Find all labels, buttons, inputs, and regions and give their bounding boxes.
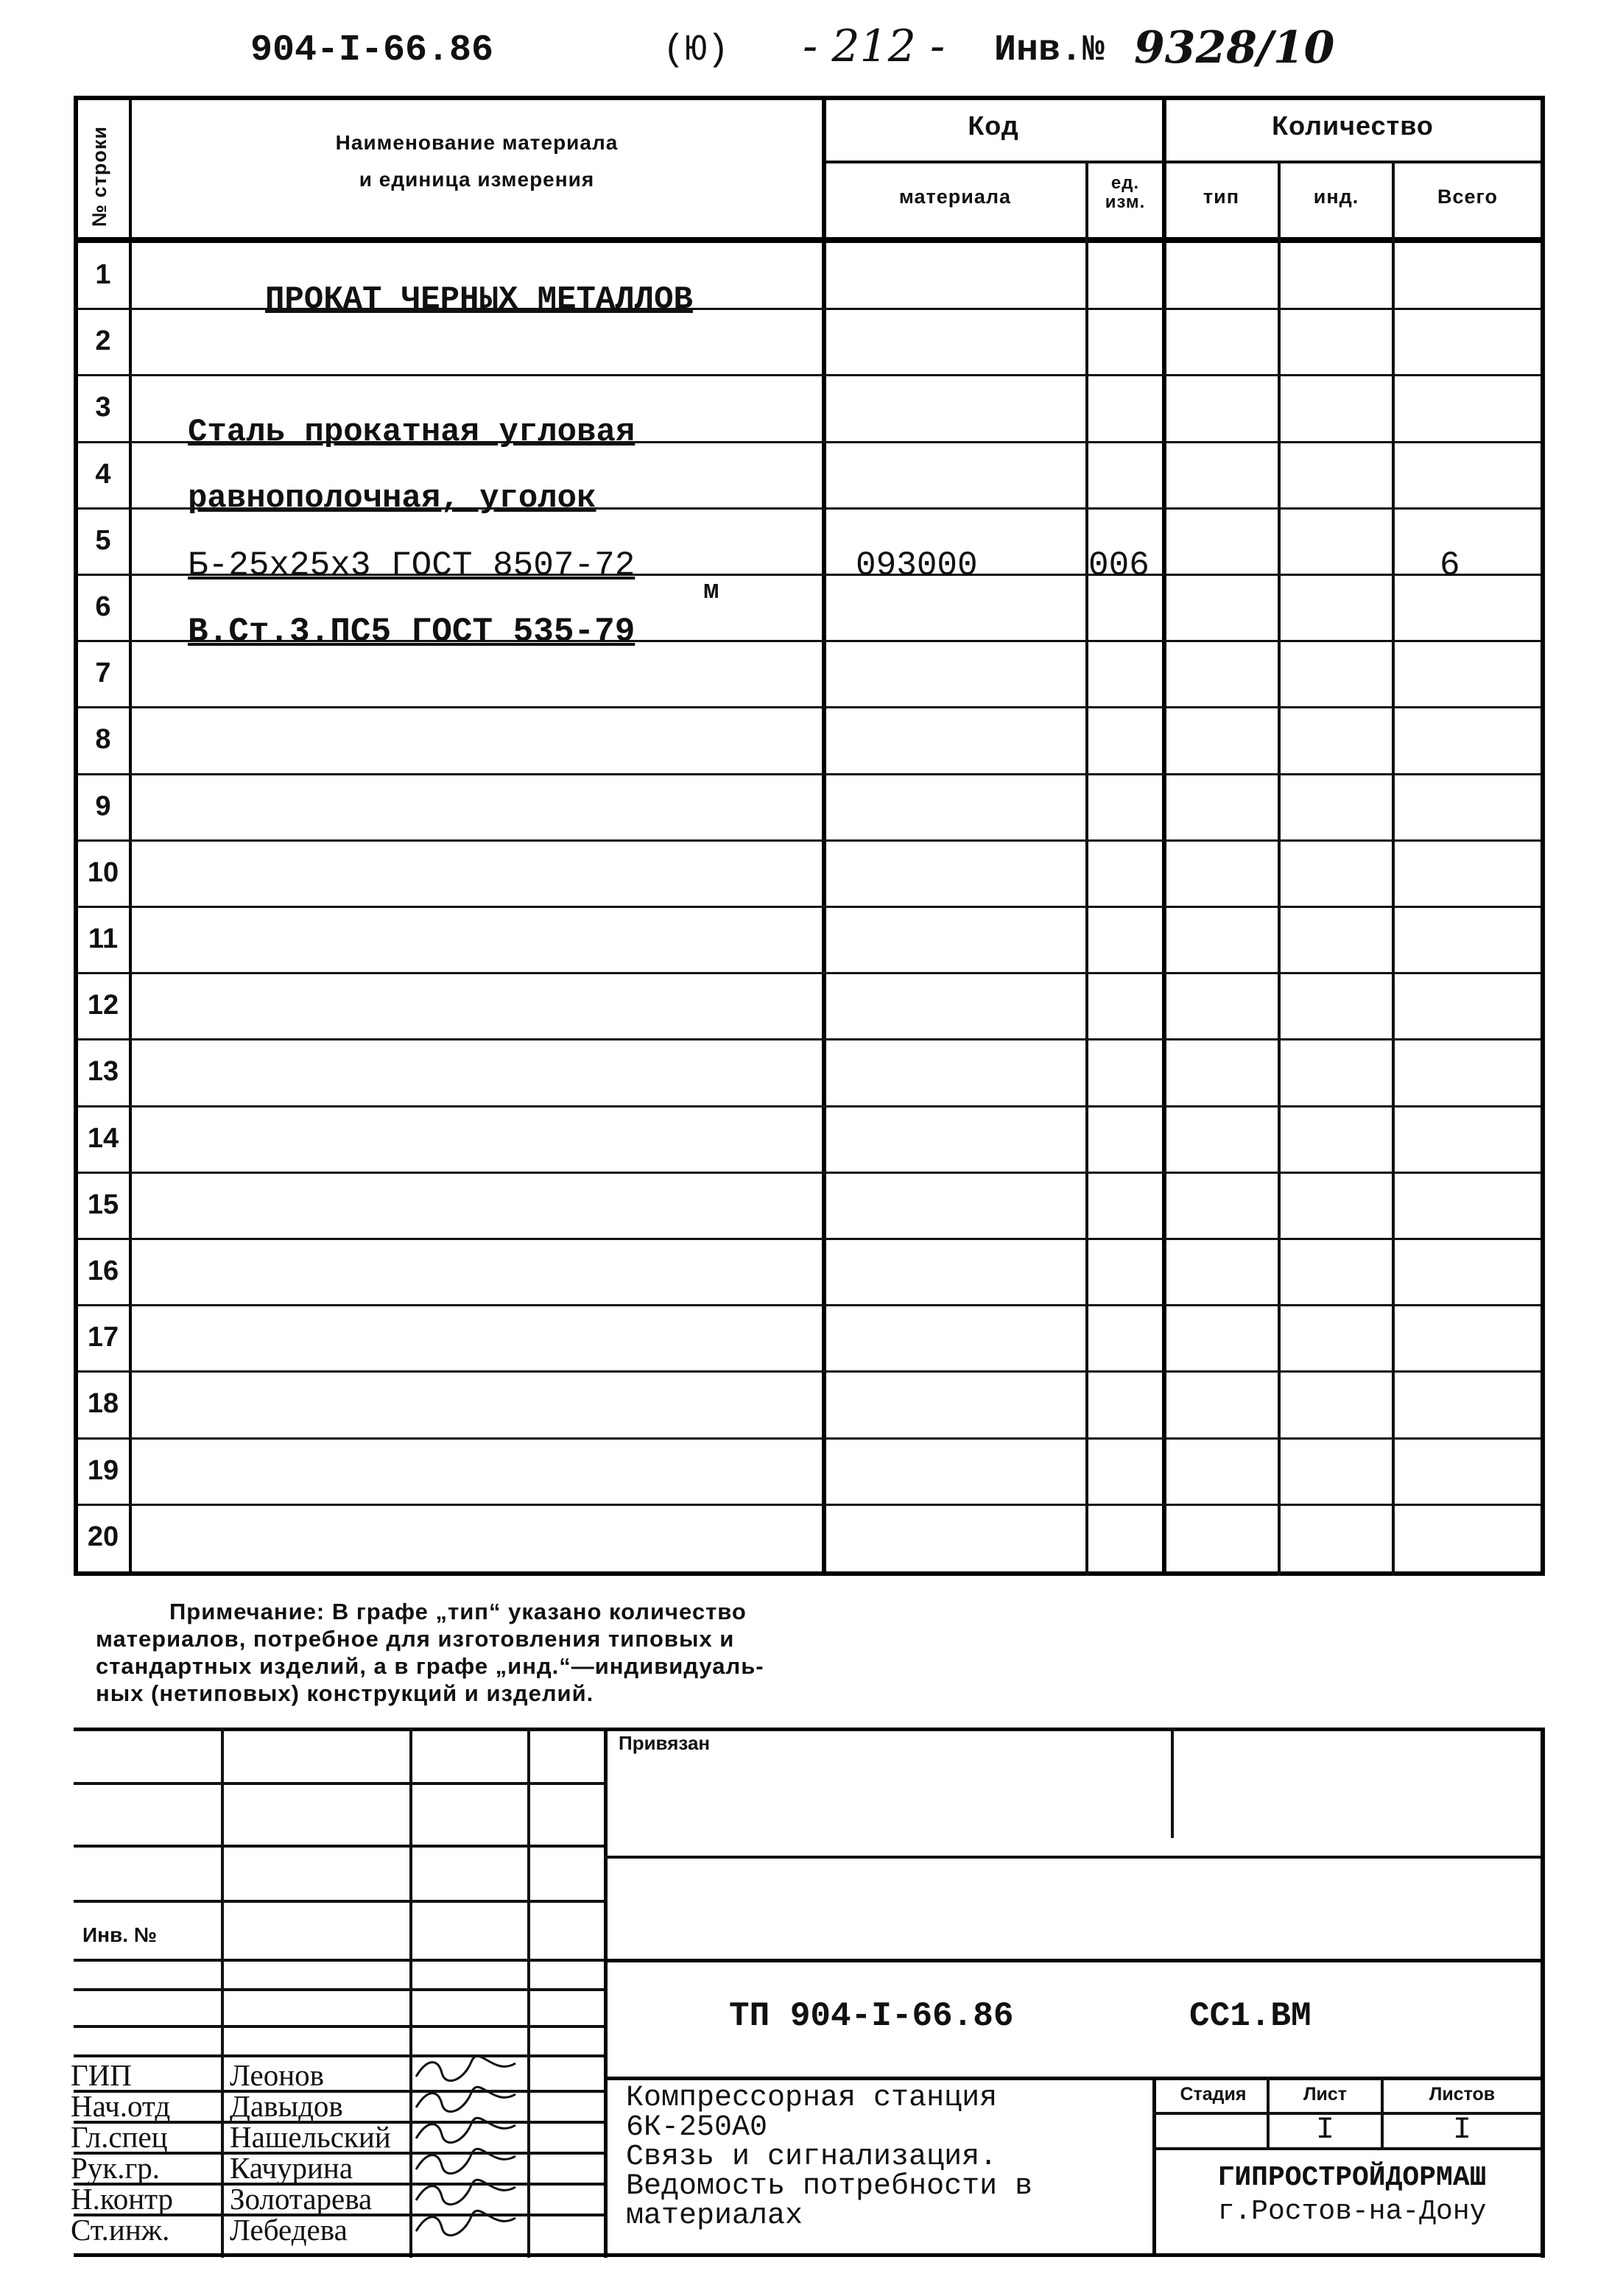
row-number: 8 (95, 724, 111, 755)
signature-scribble (412, 2147, 523, 2177)
sheets-label: Листов (1429, 2084, 1496, 2105)
signature-scribble (412, 2116, 523, 2146)
row-number: 19 (87, 1455, 119, 1486)
row-number: 11 (88, 923, 119, 954)
column-code-unit-header: ед. изм. (1105, 173, 1146, 212)
document-code: ТП 904-I-66.86 (729, 1997, 1014, 2035)
row-3-name: Сталь прокатная угловая (188, 414, 635, 451)
row-divider (78, 1038, 1541, 1040)
signature-role: Гл.спец (71, 2120, 168, 2154)
signature-role: ГИП (71, 2058, 132, 2092)
row-number: 16 (87, 1256, 119, 1286)
sheet-value: I (1315, 2112, 1335, 2147)
inventory-number: 9328/10 (1134, 22, 1335, 74)
sheet-label: Лист (1303, 2084, 1348, 2105)
row-divider (78, 839, 1541, 842)
signature-scribble (412, 2178, 523, 2208)
row-divider (78, 1370, 1541, 1373)
row-number: 5 (95, 525, 111, 556)
signature-role: Рук.гр. (71, 2151, 161, 2185)
sheet-code: СС1.ВМ (1189, 1997, 1312, 2035)
row-number: 7 (95, 658, 111, 689)
signature-name: Качурина (230, 2151, 353, 2185)
row-number: 17 (87, 1322, 119, 1353)
row-divider (78, 1105, 1541, 1107)
row-divider (78, 906, 1541, 908)
row-divider (78, 1238, 1541, 1240)
document-title: Компрессорная станция 6К-250А0 Связь и сигнализация. Ведомость потребности в материалах (626, 2082, 1033, 2233)
signature-name: Давыдов (230, 2089, 343, 2123)
row-4-name: равнополочная, уголок (188, 480, 596, 517)
signature-name: Леонов (230, 2058, 325, 2092)
page-number: - 212 - (803, 21, 946, 72)
row-divider (78, 1304, 1541, 1306)
row-divider (78, 1504, 1541, 1506)
signature-role: Н.контр (71, 2182, 174, 2216)
signature-name: Золотарева (230, 2182, 373, 2216)
row-1-name: ПРОКАТ ЧЕРНЫХ МЕТАЛЛОВ (265, 281, 693, 318)
row-6-name: В.Ст.3.ПС5 ГОСТ 535-79 (188, 613, 635, 651)
row-number: 14 (87, 1123, 119, 1154)
row-number: 2 (95, 325, 111, 356)
footnote: Примечание: В графе „тип“ указано количество материалов, потребное для изготовления типовых и стандартных изделий, а в графе „инд.“—индивидуаль- ных (нетиповых) конструкций и изделий. (96, 1599, 764, 1706)
signature-scribble (412, 2085, 523, 2115)
signature-role: Ст.инж. (71, 2213, 170, 2247)
row-divider (78, 1437, 1541, 1440)
inventory-label: Инв.№ (994, 29, 1105, 71)
column-code-material-header: материала (898, 186, 1012, 208)
document-number: 904-I-66.86 (250, 29, 494, 71)
row-5-code-material: 093000 (856, 546, 978, 585)
column-quantity-header: Количество (1272, 110, 1434, 141)
row-5-code-unit: 006 (1088, 546, 1149, 585)
row-5-unit-mark: м (703, 576, 719, 606)
row-number: 18 (87, 1388, 119, 1419)
row-divider (78, 706, 1541, 708)
row-number: 10 (87, 857, 119, 888)
row-divider (78, 374, 1541, 376)
signature-name: Нашельский (230, 2120, 391, 2154)
signature-role: Нач.отд (71, 2089, 171, 2123)
stage-label: Стадия (1180, 2084, 1247, 2105)
signature-scribble (412, 2054, 523, 2084)
sheets-value: I (1452, 2112, 1472, 2147)
row-divider (78, 1172, 1541, 1174)
row-number: 3 (95, 392, 111, 423)
row-divider (78, 773, 1541, 775)
row-number: 6 (95, 591, 111, 622)
column-code-header: Код (968, 110, 1019, 141)
column-name-header: Наименование материала и единица измерения (335, 131, 619, 191)
privyazan-label: Привязан (619, 1732, 711, 1754)
row-number: 4 (95, 459, 111, 490)
organization-name: ГИПРОСТРОЙДОРМАШ г.Ростов-на-Дону (1217, 2162, 1487, 2228)
signature-name: Лебедева (230, 2213, 348, 2247)
row-number: 12 (87, 990, 119, 1021)
column-quantity-total-header: Всего (1437, 186, 1498, 208)
sheet-marker: (Ю) (663, 29, 730, 71)
row-number: 15 (87, 1189, 119, 1220)
column-quantity-type-header: тип (1203, 186, 1240, 208)
row-divider (78, 972, 1541, 974)
row-number: 9 (95, 791, 111, 822)
row-number: 20 (87, 1521, 119, 1552)
inventory-no-label: Инв. № (82, 1923, 158, 1946)
signature-scribble (412, 2209, 523, 2239)
row-5-total: 6 (1440, 546, 1460, 585)
column-quantity-ind-header: инд. (1313, 186, 1359, 208)
row-number: 13 (87, 1056, 119, 1087)
row-number: 1 (95, 259, 111, 290)
row-5-name: Б-25х25х3 ГОСТ 8507-72 (188, 546, 635, 585)
